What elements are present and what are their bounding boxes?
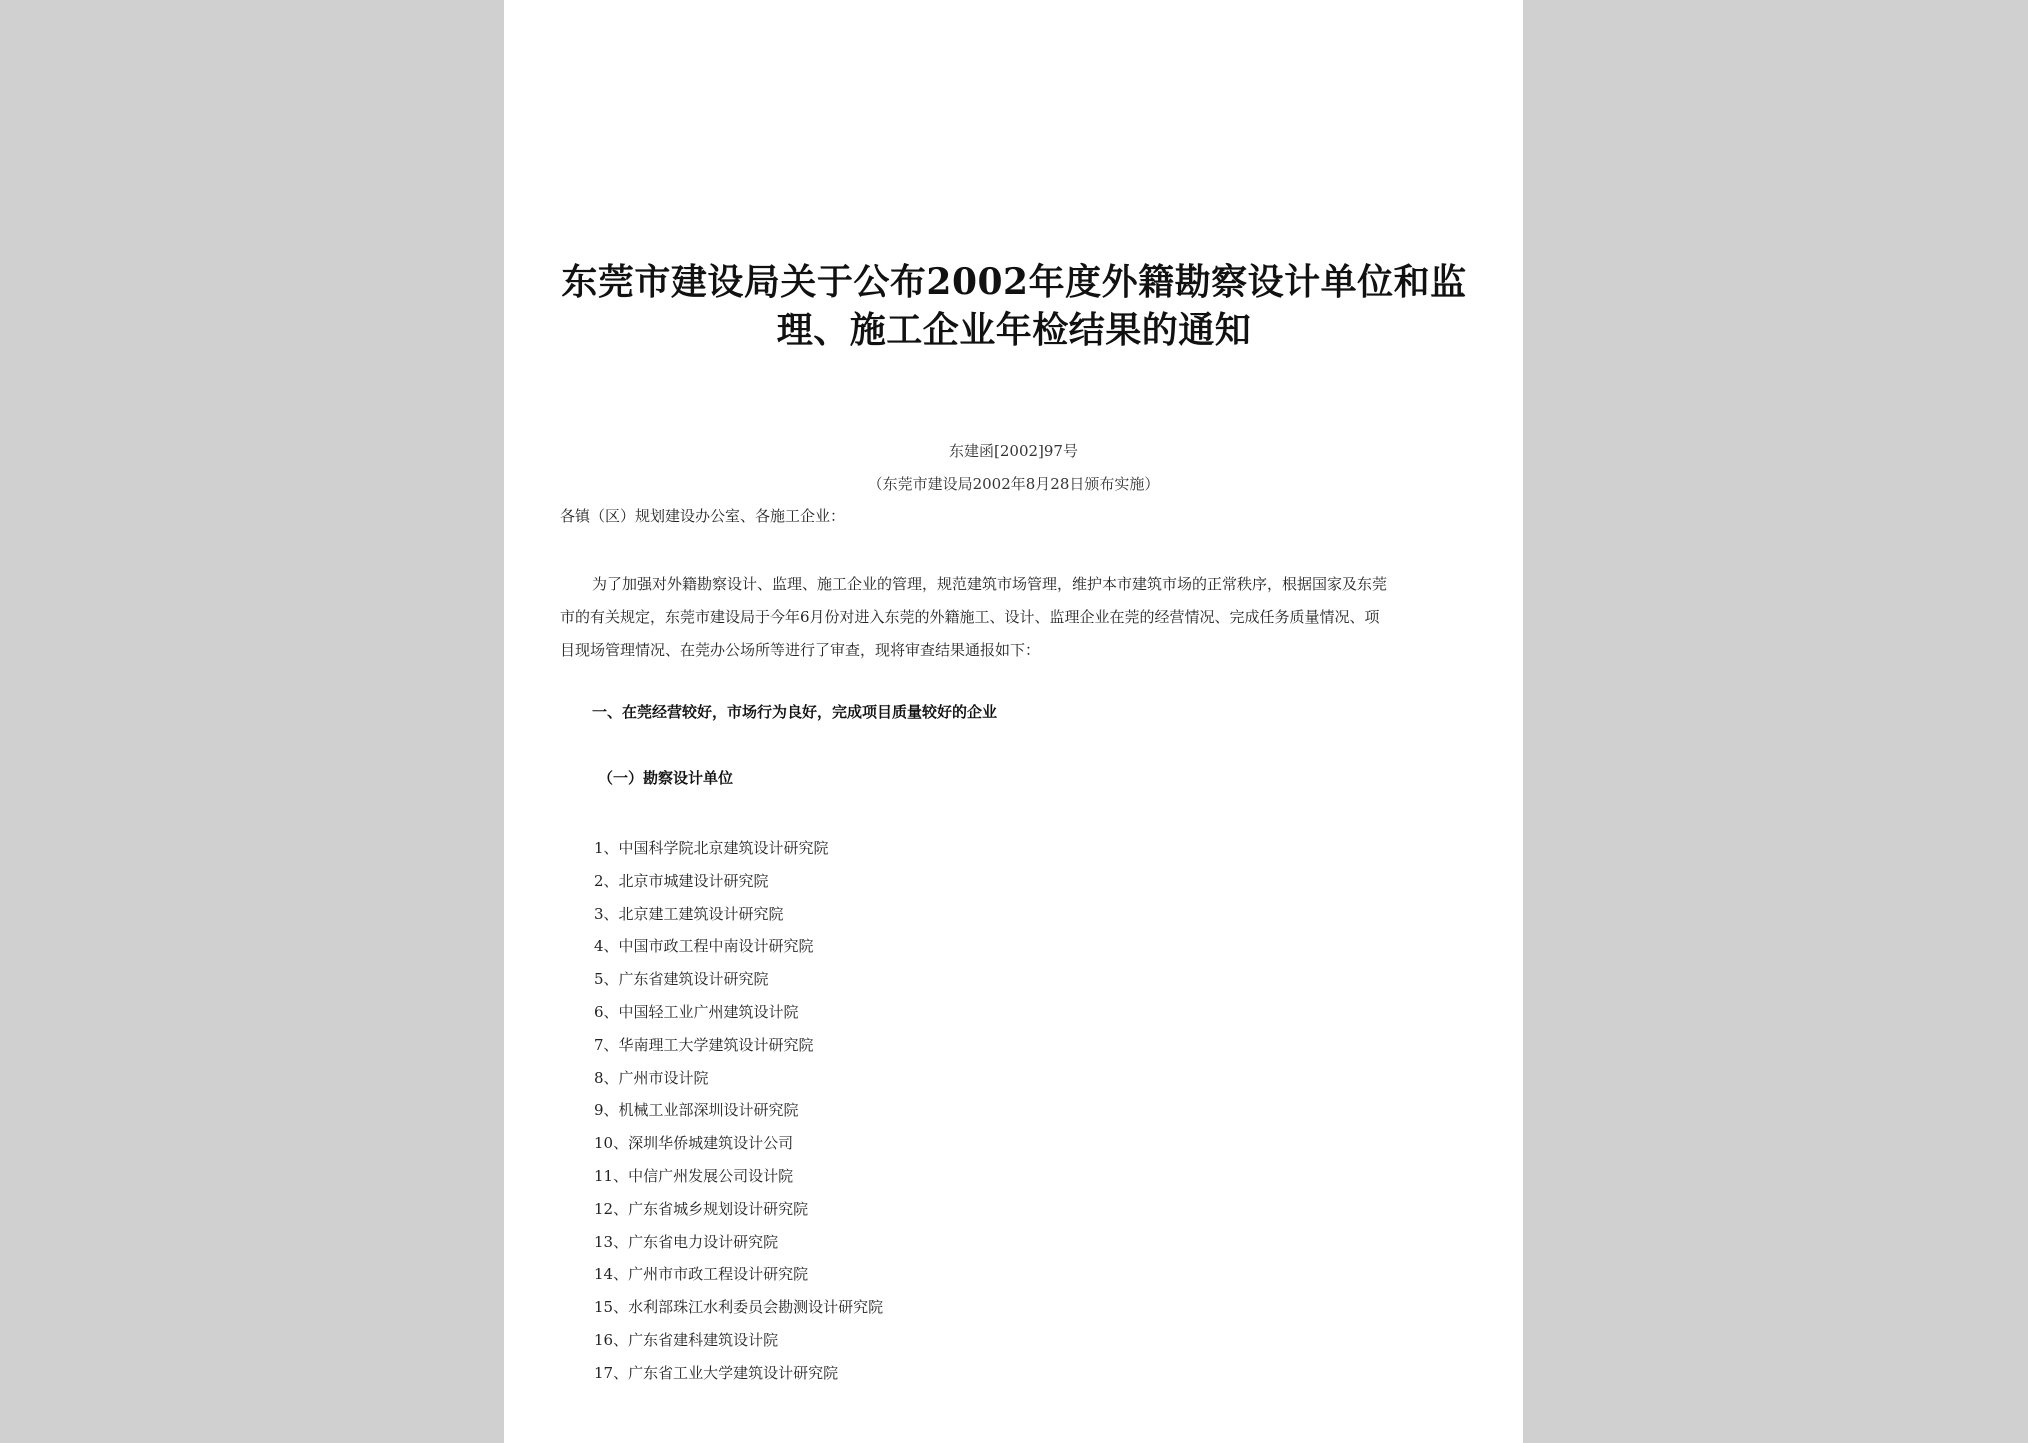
paragraph-line: 为了加强对外籍勘察设计、监理、施工企业的管理，规范建筑市场管理，维护本市建筑市场的正常秩序，根据国家及东莞 (592, 575, 1388, 593)
list-item: 16、广东省建科建筑设计院 (594, 1330, 779, 1349)
unit-list (594, 832, 883, 1390)
document-title-line-2: 理、施工企业年检结果的通知 (776, 309, 1252, 351)
document-page (504, 0, 1523, 1443)
list-item: 14、广州市市政工程设计研究院 (594, 1265, 809, 1284)
paragraph-line: 目现场管理情况、在莞办公场所等进行了审查，现将审查结果通报如下： (560, 641, 1041, 659)
list-item: 3、北京建工建筑设计研究院 (594, 904, 784, 923)
intro-paragraph (560, 568, 1470, 667)
paragraph-line: 市的有关规定，东莞市建设局于今年6月份对进入东莞的外籍施工、设计、监理企业在莞的经营情况、完成任务质量情况、项 (560, 608, 1380, 626)
issue-note: （东莞市建设局2002年8月28日颁布实施） (867, 475, 1160, 493)
list-item: 4、中国市政工程中南设计研究院 (594, 937, 814, 956)
list-item: 8、广州市设计院 (594, 1068, 709, 1087)
list-item: 17、广东省工业大学建筑设计研究院 (594, 1363, 839, 1382)
document-number: 东建函[2002]97号 (949, 442, 1078, 460)
section-heading: 一、在莞经营较好，市场行为良好，完成项目质量较好的企业 (592, 703, 998, 721)
list-item: 13、广东省电力设计研究院 (594, 1232, 779, 1251)
list-item: 1、中国科学院北京建筑设计研究院 (594, 839, 829, 857)
list-item: 2、北京市城建设计研究院 (594, 871, 769, 890)
list-item: 11、中信广州发展公司设计院 (594, 1166, 794, 1185)
list-item: 9、机械工业部深圳设计研究院 (594, 1101, 799, 1120)
list-item: 6、中国轻工业广州建筑设计院 (594, 1002, 799, 1021)
document-title (544, 258, 1484, 354)
list-item: 5、广东省建筑设计研究院 (594, 970, 769, 989)
list-item: 15、水利部珠江水利委员会勘测设计研究院 (594, 1298, 884, 1317)
document-title-line-1: 东莞市建设局关于公布2002年度外籍勘察设计单位和监 (561, 261, 1467, 303)
list-item: 12、广东省城乡规划设计研究院 (594, 1199, 809, 1218)
addressee: 各镇（区）规划建设办公室、各施工企业： (560, 507, 846, 525)
list-item: 7、华南理工大学建筑设计研究院 (594, 1035, 814, 1054)
list-item: 10、深圳华侨城建筑设计公司 (594, 1134, 794, 1153)
subsection-heading: （一）勘察设计单位 (598, 769, 734, 787)
